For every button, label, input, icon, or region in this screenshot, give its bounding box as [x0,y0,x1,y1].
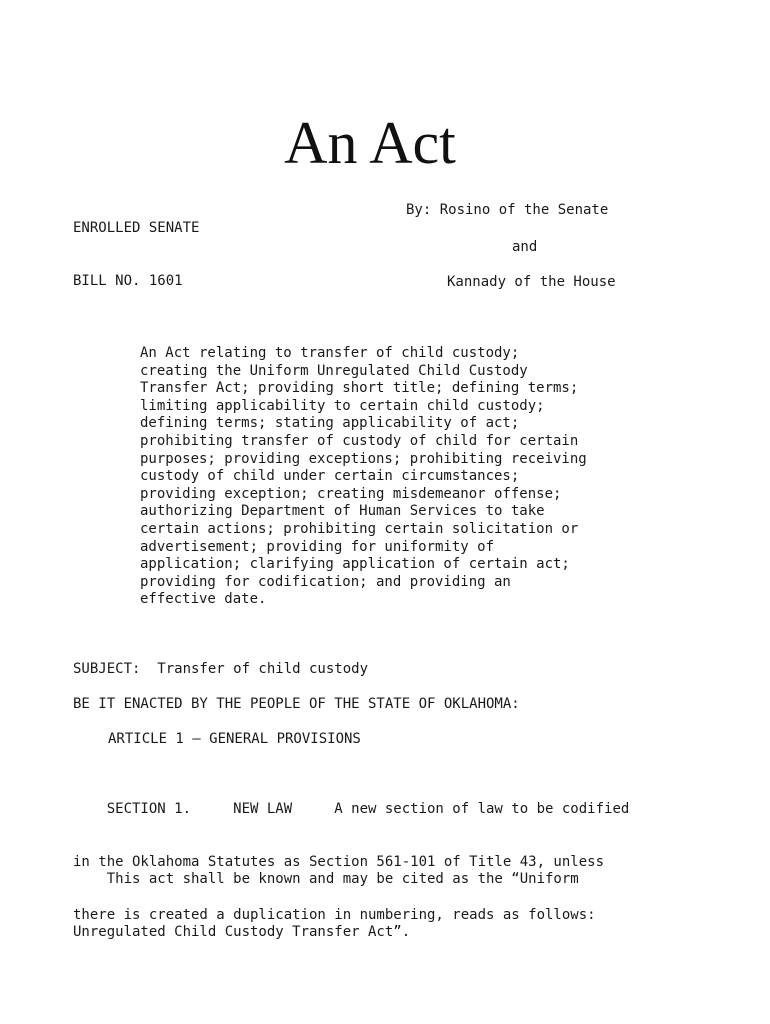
summary-line: Transfer Act; providing short title; defining terms; [140,380,579,397]
bill-identifier-line-2: BILL NO. 1601 [73,272,183,289]
summary-line: defining terms; stating applicability of act; [140,415,520,432]
sponsor-conjunction: and [512,239,538,255]
summary-line: application; clarifying application of certain act; [140,556,570,573]
summary-line: authorizing Department of Human Services to take [140,503,545,520]
house-sponsor: Kannady of the House [447,274,616,290]
subject-line: SUBJECT: Transfer of child custody [73,661,369,677]
summary-line: An Act relating to transfer of child custody; [140,345,520,361]
summary-line: certain actions; prohibiting certain solicitation or [140,520,579,537]
summary-line: providing exception; creating misdemeanor offense; [140,485,562,502]
summary-line: advertisement; providing for uniformity of [140,538,495,555]
section-1-line: there is created a duplication in numbering, reads as follows: [73,906,596,923]
summary-line: creating the Uniform Unregulated Child Custody [140,362,528,379]
summary-line: limiting applicability to certain child custody; [140,397,545,414]
section-1-line: in the Oklahoma Statutes as Section 561-101 of Title 43, unless [73,853,605,870]
bill-identifier-line-1: ENROLLED SENATE [73,220,200,237]
summary-line: effective date. [140,591,267,608]
summary-line: custody of child under certain circumstances; [140,468,520,485]
article-heading: ARTICLE 1 – GENERAL PROVISIONS [108,731,361,747]
summary-line: providing for codification; and providing an [140,573,511,590]
act-summary [140,345,640,609]
senate-sponsor: By: Rosino of the Senate [406,202,609,218]
section-1-body-line: Unregulated Child Custody Transfer Act”. [73,923,411,940]
section-1-body-line: This act shall be known and may be cited as the “Uniform [73,871,579,888]
bill-identifier [73,185,199,308]
section-1-line: SECTION 1. NEW LAW A new section of law to be codified [73,801,630,818]
summary-line: prohibiting transfer of custody of child for certain [140,432,579,449]
section-1-body [73,836,579,959]
enacting-clause: BE IT ENACTED BY THE PEOPLE OF THE STATE OF OKLAHOMA: [73,696,520,712]
summary-line: purposes; providing exceptions; prohibiting receiving [140,450,587,467]
document-title: An Act [284,110,456,176]
